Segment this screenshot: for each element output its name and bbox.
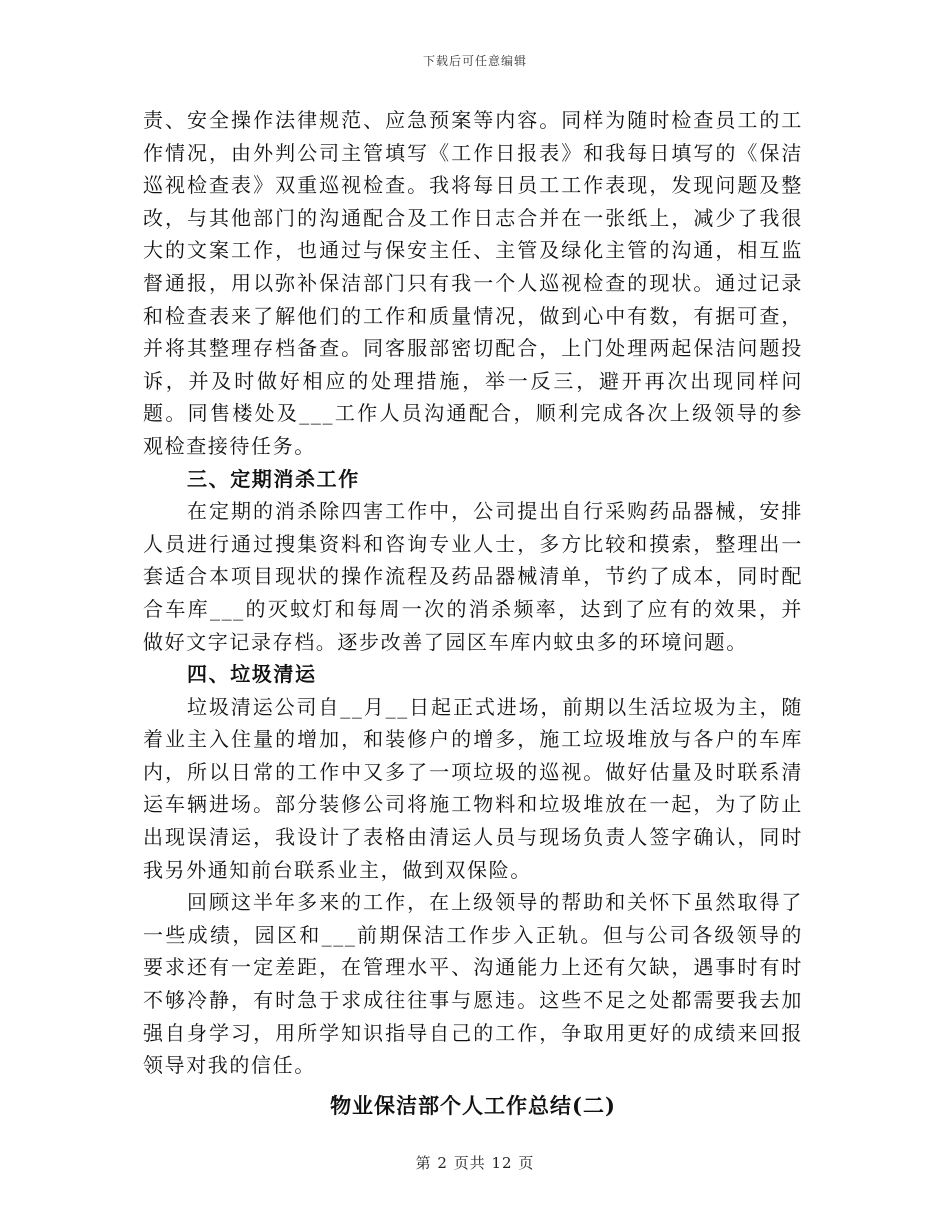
header-note: 下载后可任意编辑 [422, 54, 527, 68]
section-heading-garbage: 四、垃圾清运 [187, 662, 317, 687]
paragraph-garbage: 垃圾清运公司自__月__日起正式进场，前期以生活垃圾为主，随着业主入住量的增加，和装修户的增多，施工垃圾堆放与各户的车库内，所以日常的工作中又多了一项垃圾的巡视。做好估量及时联系清运车辆进场。部分装修公司将施工物料和垃圾堆放在一起，为了防止出现误清运，我设计了表格由清运人员与现场负责人签字确认，同时我另外通知前台联系业主，做到双保险。 [143, 694, 803, 882]
next-document-title: 物业保洁部个人工作总结(二) [330, 1092, 616, 1118]
document-body [143, 104, 803, 1122]
section-heading-disinfection: 三、定期消杀工作 [187, 466, 360, 491]
paragraph-review: 回顾这半年多来的工作，在上级领导的帮助和关怀下虽然取得了一些成绩，园区和___前期保洁工作步入正轨。但与公司各级领导的要求还有一定差距，在管理水平、沟通能力上还有欠缺，遇事时有时不够冷静，有时急于求成往往事与愿违。这些不足之处都需要我去加强自身学习，用所学知识指导自己的工作，争取用更好的成绩来回报领导对我的信任。 [143, 890, 803, 1078]
page-number: 第 2 页共 12 页 [415, 1154, 535, 1172]
paragraph-disinfection: 在定期的消杀除四害工作中，公司提出自行采购药品器械，安排人员进行通过搜集资料和咨询专业人士，多方比较和摸索，整理出一套适合本项目现状的操作流程及药品器械清单，节约了成本，同时配合车库___的灭蚊灯和每周一次的消杀频率，达到了应有的效果，并做好文字记录存档。逐步改善了园区车库内蚊虫多的环境问题。 [143, 499, 803, 654]
paragraph-continued: 责、安全操作法律规范、应急预案等内容。同样为随时检查员工的工作情况，由外判公司主管填写《工作日报表》和我每日填写的《保洁巡视检查表》双重巡视检查。我将每日员工工作表现，发现问题及整改，与其他部门的沟通配合及工作日志合并在一张纸上，减少了我很大的文案工作，也通过与保安主任、主管及绿化主管的沟通，相互监督通报，用以弥补保洁部门只有我一个人巡视检查的现状。通过记录和检查表来了解他们的工作和质量情况，做到心中有数，有据可查，并将其整理存档备查。同客服部密切配合，上门处理两起保洁问题投诉，并及时做好相应的处理措施，举一反三，避开再次出现同样问题。同售楼处及___工作人员沟通配合，顺利完成各次上级领导的参观检查接待任务。 [143, 108, 803, 458]
